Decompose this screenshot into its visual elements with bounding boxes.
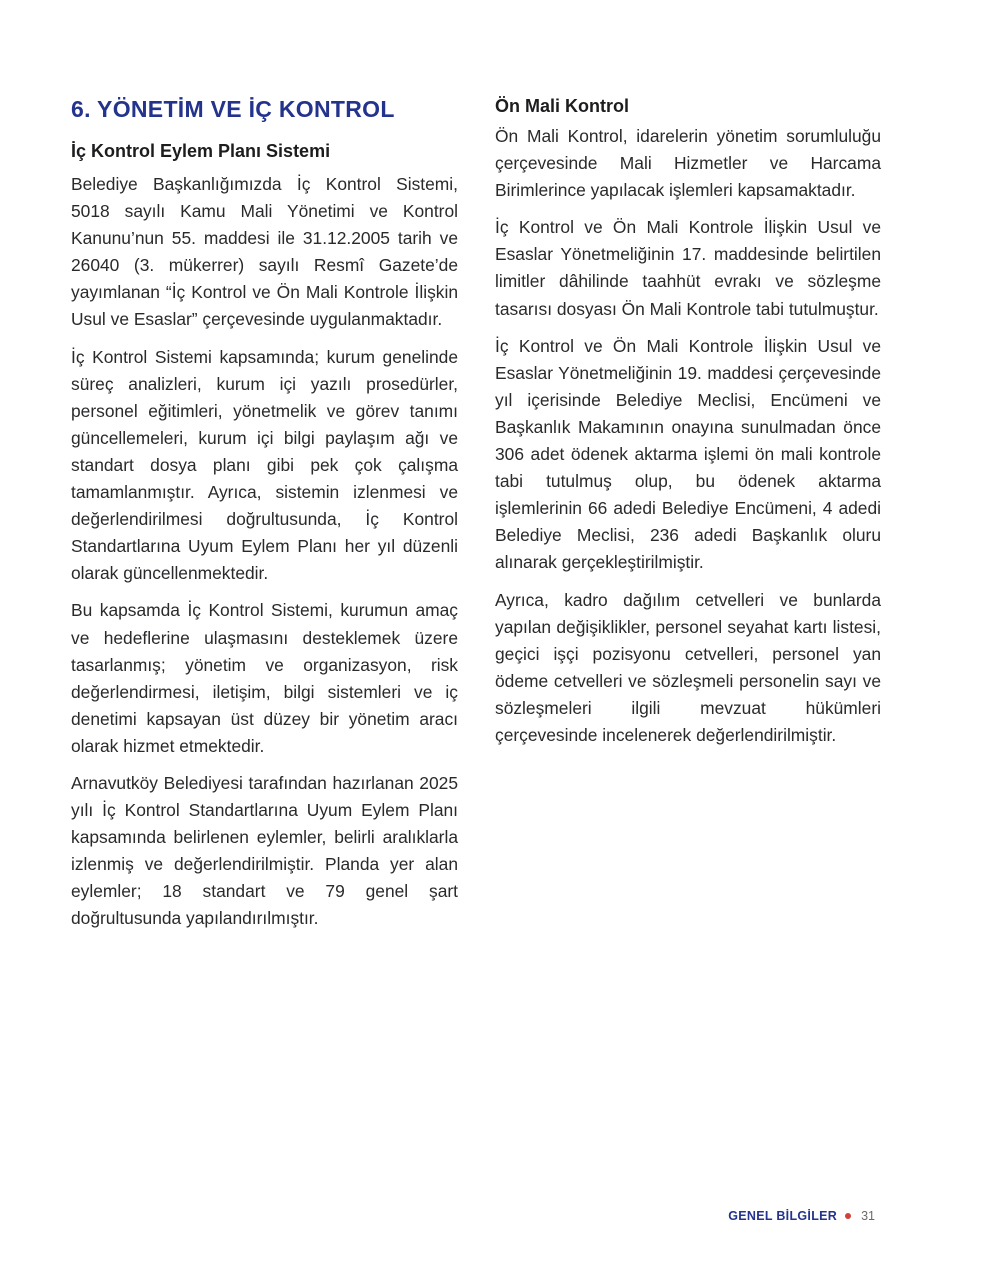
section-title: 6. YÖNETİM VE İÇ KONTROL <box>71 96 395 122</box>
right-subheading: Ön Mali Kontrol <box>495 96 629 116</box>
page-footer <box>728 1206 875 1226</box>
page-number: 31 <box>861 1209 875 1223</box>
left-paragraph-1: Belediye Başkanlığımızda İç Kontrol Sistemi, 5018 sayılı Kamu Mali Yönetimi ve Kontrol Kanunu’nun 55. maddesi ile 31.12.2005 tarih ve 26040 (3. mükerrer) sayılı Resmî Gazete’de yayımlanan “İç Kontrol ve Ön Mali Kontrole İlişkin Usul ve Esaslar” çerçevesinde uygulanmaktadır. <box>71 174 458 330</box>
right-paragraph-3: İç Kontrol ve Ön Mali Kontrole İlişkin Usul ve Esaslar Yönetmeliğinin 19. maddesi çerçevesinde yıl içerisinde Belediye Meclisi, Encümeni ve Başkanlık Makamının onayına sunulmadan önce 306 adet ödenek aktarma işlemi ön mali kontrole tabi tutulmuş olup, bu ödenek aktarma işlemlerinin 66 adedi Belediye Encümeni, 4 adedi Belediye Meclisi, 236 adedi Başkanlık oluru alınarak gerçekleştirilmiştir. <box>495 335 881 573</box>
right-paragraph-2: İç Kontrol ve Ön Mali Kontrole İlişkin Usul ve Esaslar Yönetmeliğinin 17. maddesinde belirtilen limitler dâhilinde taahhüt evrakı ve sözleşme tasarısı dosyası Ön Mali Kontrole tabi tutulmuştur. <box>495 217 881 319</box>
footer-section-label: GENEL BİLGİLER <box>728 1209 838 1223</box>
right-paragraph-4: Ayrıca, kadro dağılım cetvelleri ve bunlarda yapılan değişiklikler, personel seyahat kartı listesi, geçici işçi pozisyonu cetvelleri, personel yan ödeme cetvelleri ve sözleşmeli personelin sayı ve sözleşmeleri ilgili mevzuat hükümleri çerçevesinde incelenerek değerlendirilmiştir. <box>495 589 881 745</box>
left-paragraph-4: Arnavutköy Belediyesi tarafından hazırlanan 2025 yılı İç Kontrol Standartlarına Uyum Eylem Planı kapsamında belirlenen eylemler, belirli aralıklarla izlenmiş ve değerlendirilmiştir. Planda yer alan eylemler; 18 standart ve 79 genel şart doğrultusunda yapılandırılmıştır. <box>71 772 458 929</box>
footer-dot-icon <box>845 1213 851 1219</box>
right-column <box>495 95 881 759</box>
left-paragraph-2: İç Kontrol Sistemi kapsamında; kurum genelinde süreç analizleri, kurum içi yazılı prosedürler, personel eğitimleri, yönetmelik ve görev tanımı güncellemeleri, kurum içi bilgi paylaşım ağı ve standart dosya planı gibi pek çok çalışma tamamlanmıştır. Ayrıca, sistemin izlenmesi ve değerlendirilmesi doğrultusunda, İç Kontrol Standartlarına Uyum Eylem Planı her yıl düzenli olarak güncellenmektedir. <box>71 346 458 584</box>
right-paragraph-1: Ön Mali Kontrol, idarelerin yönetim sorumluluğu çerçevesinde Mali Hizmetler ve Harcama Birimlerince yapılacak işlemleri kapsamaktadır. <box>495 126 881 201</box>
left-subheading: İç Kontrol Eylem Planı Sistemi <box>71 141 331 161</box>
left-paragraph-3: Bu kapsamda İç Kontrol Sistemi, kurumun amaç ve hedeflerine ulaşmasını desteklemek üzere tasarlanmış; yönetim ve organizasyon, risk değerlendirmesi, iletişim, bilgi sistemleri ve iç denetimi kapsayan üst düzey bir yönetim aracı olarak hizmet etmektedir. <box>71 600 458 756</box>
left-column <box>71 95 458 943</box>
